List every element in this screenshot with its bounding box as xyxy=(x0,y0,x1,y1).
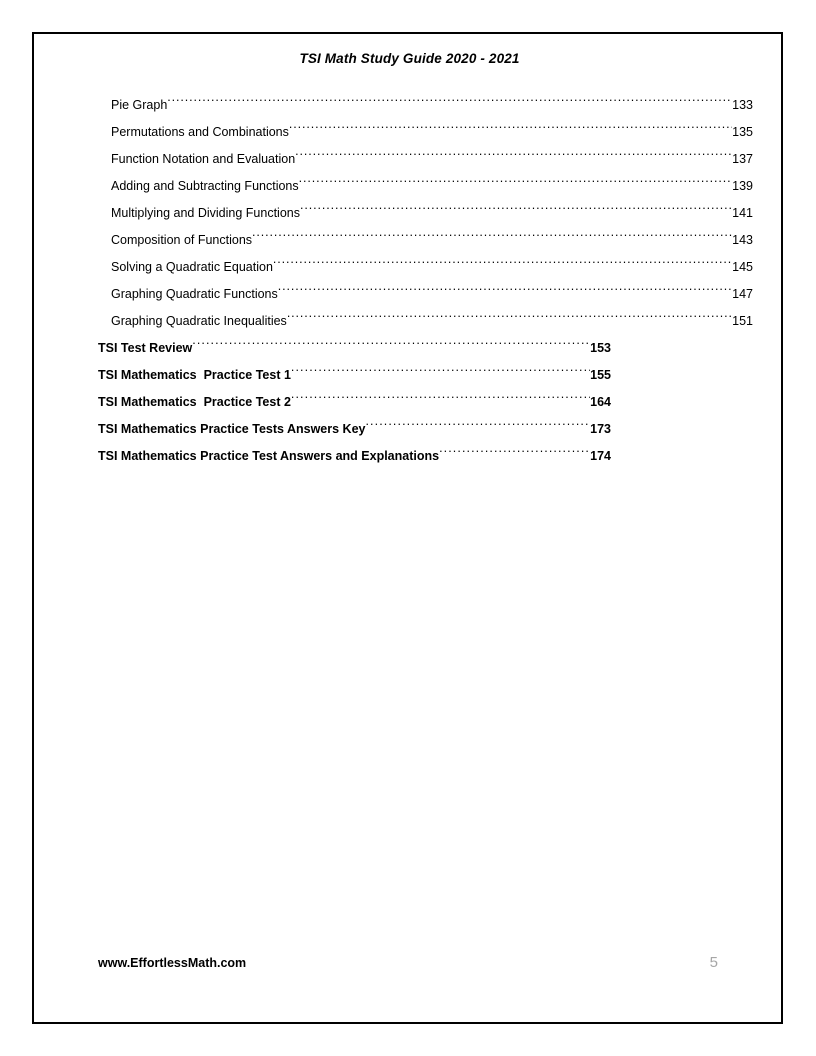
table-of-contents xyxy=(34,92,785,470)
toc-dot-leader xyxy=(252,230,732,244)
toc-entry-page-number: 145 xyxy=(732,260,753,274)
toc-entry-page-number: 141 xyxy=(732,206,753,220)
toc-entry-title: Composition of Functions xyxy=(111,233,253,247)
toc-entry-page-number: 153 xyxy=(590,341,611,355)
toc-entry-page-number: 155 xyxy=(590,368,611,382)
toc-entry-page-number: 137 xyxy=(732,152,753,166)
toc-entry-title: Graphing Quadratic Inequalities xyxy=(111,314,287,328)
toc-indented-group xyxy=(34,92,785,335)
toc-dot-leader xyxy=(287,311,732,325)
toc-entry-page-number: 174 xyxy=(590,449,611,463)
toc-entry-title: TSI Mathematics Practice Tests Answers Key xyxy=(98,422,366,436)
toc-entry[interactable] xyxy=(111,119,753,146)
toc-dot-leader xyxy=(273,257,732,271)
toc-dot-leader xyxy=(291,392,590,406)
toc-entry-page-number: 173 xyxy=(590,422,611,436)
toc-entry-page-number: 147 xyxy=(732,287,753,301)
toc-entry-page-number: 139 xyxy=(732,179,753,193)
toc-entry[interactable] xyxy=(98,362,611,389)
toc-dot-leader xyxy=(278,284,732,298)
toc-dot-leader xyxy=(291,365,590,379)
toc-entry[interactable] xyxy=(111,254,753,281)
toc-entry-title: Permutations and Combinations xyxy=(111,125,289,139)
toc-entry-page-number: 135 xyxy=(732,125,753,139)
footer-page-number: 5 xyxy=(709,954,718,971)
toc-entry-page-number: 151 xyxy=(732,314,753,328)
toc-entry[interactable] xyxy=(98,443,611,470)
toc-entry-title: TSI Mathematics Practice Test Answers and Explanations xyxy=(98,449,440,463)
toc-entry-title: Adding and Subtracting Functions xyxy=(111,179,299,193)
toc-entry-page-number: 164 xyxy=(590,395,611,409)
toc-entry-title: Graphing Quadratic Functions xyxy=(111,287,278,301)
toc-entry[interactable] xyxy=(111,173,753,200)
page-border-frame xyxy=(32,32,783,1024)
toc-entry[interactable] xyxy=(98,416,611,443)
toc-entry[interactable] xyxy=(111,92,753,119)
toc-entry-title: Function Notation and Evaluation xyxy=(111,152,296,166)
toc-entry-title: TSI Mathematics Practice Test 2 xyxy=(98,395,291,409)
toc-entry[interactable] xyxy=(98,335,611,362)
toc-entry-page-number: 143 xyxy=(732,233,753,247)
toc-dot-leader xyxy=(192,338,590,352)
toc-entry-page-number: 133 xyxy=(732,98,753,112)
toc-entry-title: TSI Mathematics Practice Test 1 xyxy=(98,368,291,382)
toc-dot-leader xyxy=(300,203,732,217)
toc-dot-leader xyxy=(167,95,732,109)
page-header-title: TSI Math Study Guide 2020 - 2021 xyxy=(299,51,520,66)
page-footer xyxy=(34,956,785,984)
toc-dot-leader xyxy=(289,122,732,136)
toc-entry-title: Multiplying and Dividing Functions xyxy=(111,206,300,220)
toc-dot-leader xyxy=(439,446,590,460)
toc-entry[interactable] xyxy=(98,389,611,416)
toc-dot-leader xyxy=(299,176,733,190)
toc-entry-title: TSI Test Review xyxy=(98,341,193,355)
toc-entry[interactable] xyxy=(111,308,753,335)
toc-dot-leader xyxy=(365,419,590,433)
toc-entry[interactable] xyxy=(111,200,753,227)
toc-entry[interactable] xyxy=(111,281,753,308)
footer-website-link[interactable]: www.EffortlessMath.com xyxy=(98,956,247,970)
toc-dot-leader xyxy=(295,149,732,163)
toc-entry-title: Pie Graph xyxy=(111,98,168,112)
toc-entry[interactable] xyxy=(111,227,753,254)
toc-main-group xyxy=(34,335,785,470)
toc-entry-title: Solving a Quadratic Equation xyxy=(111,260,273,274)
toc-entry[interactable] xyxy=(111,146,753,173)
